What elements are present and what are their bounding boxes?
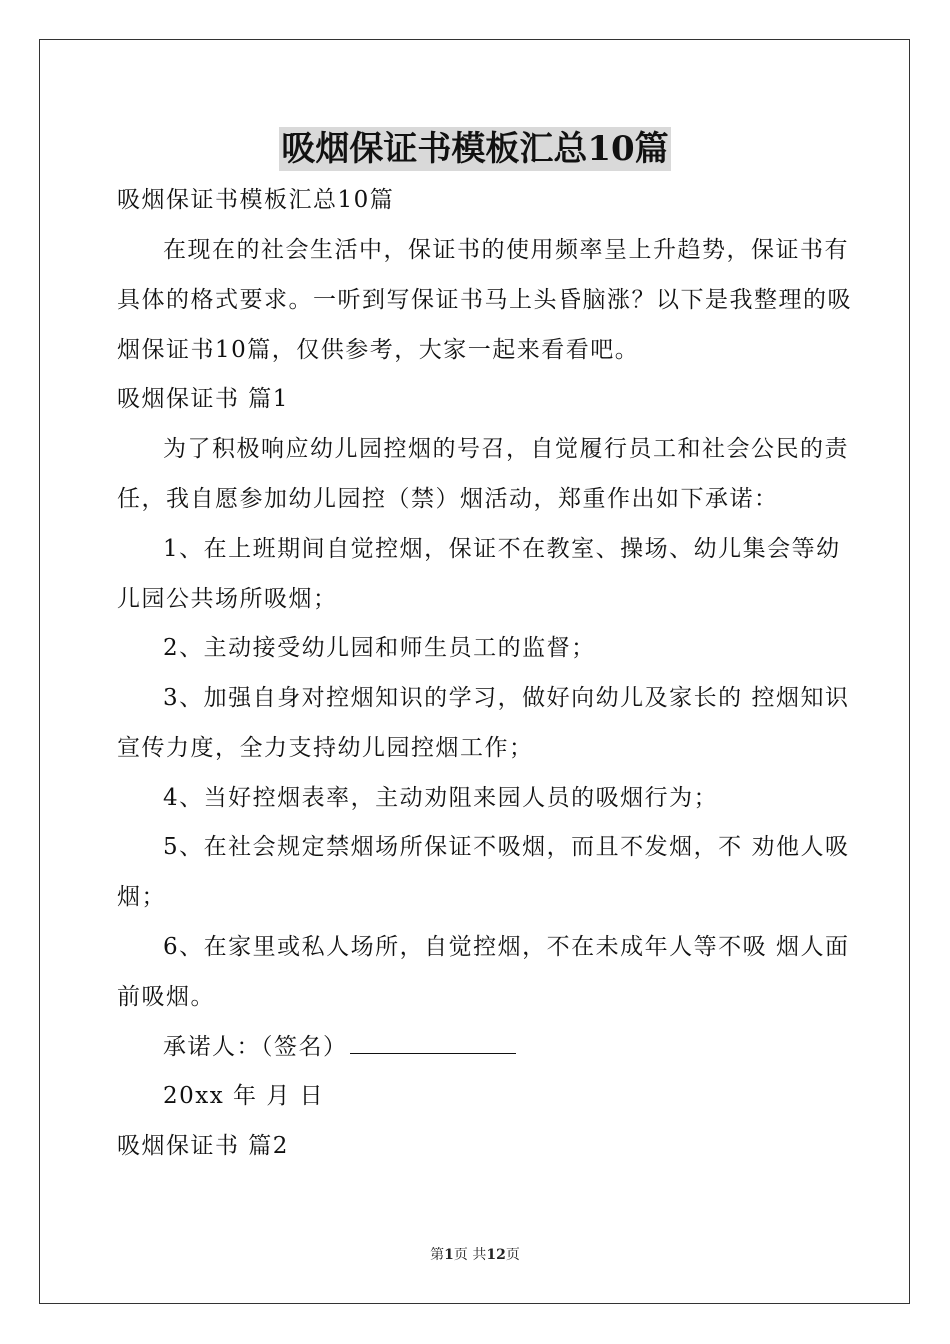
page-footer xyxy=(0,1246,950,1264)
title-container xyxy=(0,127,950,171)
section-heading: 吸烟保证书 篇2 xyxy=(117,1133,289,1159)
list-item: 3、加强自身对控烟知识的学习，做好向幼儿及家长的 控烟知识 xyxy=(163,685,850,711)
document-subtitle: 吸烟保证书模板汇总10篇 xyxy=(117,187,395,213)
paragraph-line: 在现在的社会生活中，保证书的使用频率呈上升趋势，保证书有 xyxy=(163,237,849,263)
list-item: 6、在家里或私人场所，自觉控烟，不在未成年人等不吸 烟人面 xyxy=(163,934,850,960)
footer-mid: 页 共 xyxy=(453,1247,487,1263)
paragraph-line: 任，我自愿参加幼儿园控（禁）烟活动，郑重作出如下承诺： xyxy=(117,486,779,512)
signature-blank xyxy=(350,1031,516,1054)
paragraph-line: 具体的格式要求。一听到写保证书马上头昏脑涨？以下是我整理的吸 xyxy=(117,287,852,313)
list-item-continuation: 儿园公共场所吸烟； xyxy=(117,586,338,612)
page-border xyxy=(39,39,910,1304)
list-item: 5、在社会规定禁烟场所保证不吸烟，而且不发烟，不 劝他人吸 xyxy=(163,834,850,860)
list-item-continuation: 前吸烟。 xyxy=(117,984,215,1010)
footer-suffix: 页 xyxy=(505,1247,520,1263)
footer-prefix: 第 xyxy=(430,1247,445,1263)
list-item: 2、主动接受幼儿园和师生员工的监督； xyxy=(163,635,596,661)
footer-page-number: 1 xyxy=(444,1247,454,1263)
paragraph-line: 烟保证书10篇，仅供参考，大家一起来看看吧。 xyxy=(117,337,640,363)
paragraph-line: 为了积极响应幼儿园控烟的号召，自觉履行员工和社会公民的责 xyxy=(163,436,849,462)
footer-page-total: 12 xyxy=(486,1247,506,1263)
list-item-continuation: 烟； xyxy=(117,884,166,910)
section-heading: 吸烟保证书 篇1 xyxy=(117,386,289,412)
date-line: 20xx 年 月 日 xyxy=(163,1083,325,1109)
document-title: 吸烟保证书模板汇总10篇 xyxy=(281,129,669,169)
list-item: 1、在上班期间自觉控烟，保证不在教室、操场、幼儿集会等幼 xyxy=(163,536,841,562)
signature-line xyxy=(163,1031,516,1062)
signature-label: 承诺人：（签名） xyxy=(163,1034,348,1060)
list-item: 4、当好控烟表率，主动劝阻来园人员的吸烟行为； xyxy=(163,785,719,811)
list-item-continuation: 宣传力度，全力支持幼儿园控烟工作； xyxy=(117,735,534,761)
